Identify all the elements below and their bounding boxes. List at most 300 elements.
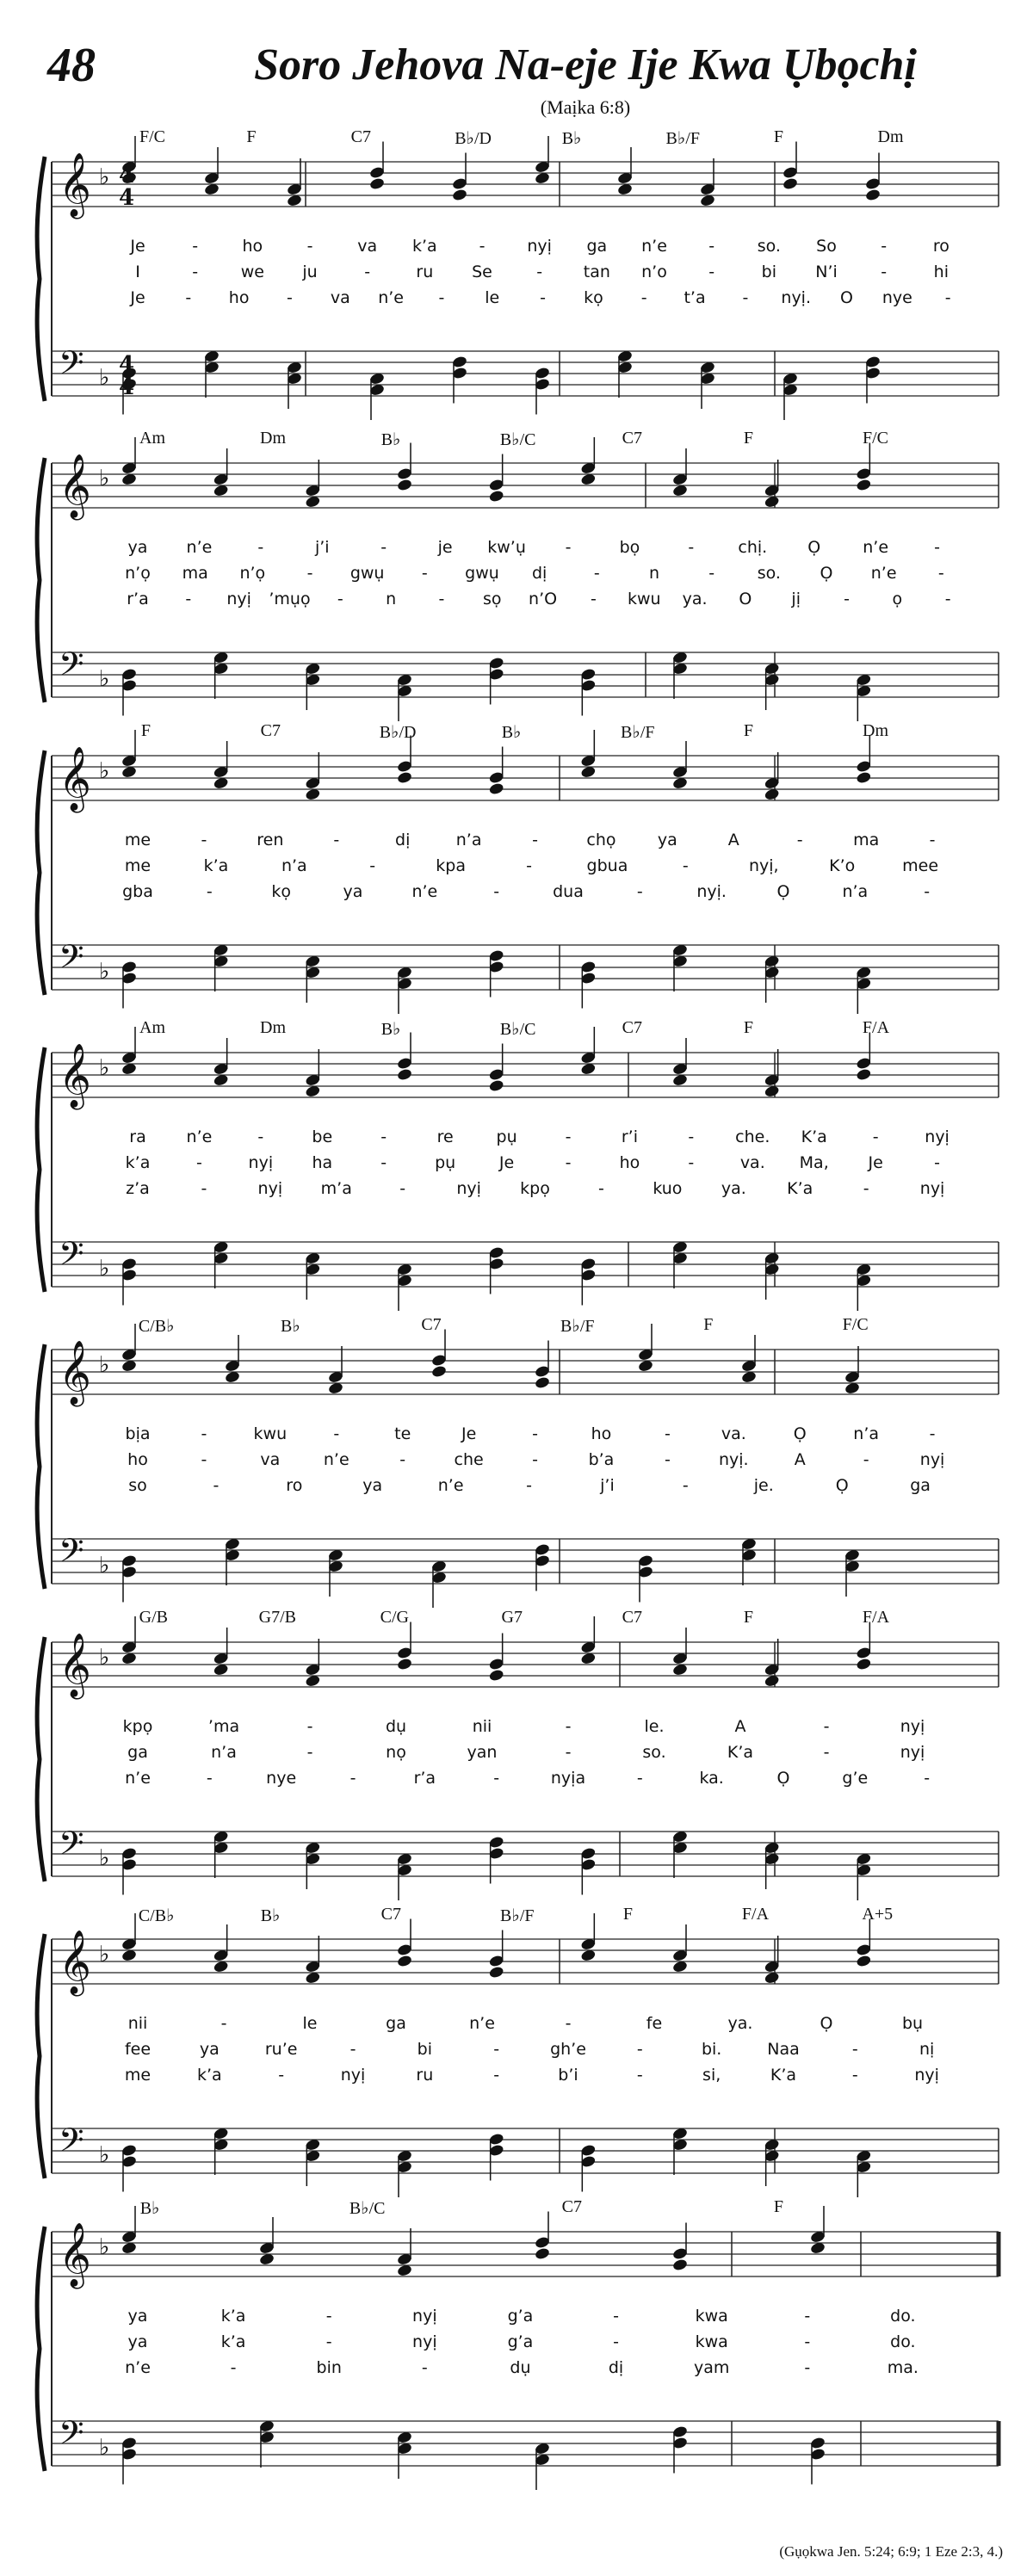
chord-symbol: B♭/F	[560, 1317, 595, 1336]
lyric-syllable: n’a	[281, 856, 307, 875]
lyric-syllable: -	[590, 590, 597, 608]
chord-symbol: F/C	[862, 429, 889, 448]
bass-clef-icon: 𝄢	[59, 1531, 84, 1578]
chord-symbol: C7	[622, 1018, 643, 1037]
chord-symbol: Dm	[863, 721, 888, 740]
lyric-syllable: -	[593, 564, 600, 583]
lyric-syllable: bụ	[901, 2014, 924, 2033]
lyric-syllable: -	[364, 263, 371, 281]
lyric-syllable: k’a	[196, 2066, 222, 2085]
lyric-syllable: nyị	[914, 2066, 939, 2085]
lyric-syllable: -	[185, 590, 192, 608]
lyric-verse-1	[0, 1424, 1033, 1447]
lyric-syllable: ga	[386, 2014, 406, 2033]
chord-symbol: F	[140, 721, 152, 740]
hymn-number: 48	[47, 39, 96, 92]
lyric-syllable: -	[536, 263, 543, 281]
lyric-syllable: le	[302, 2014, 318, 2033]
lyric-syllable: nyịa	[550, 1769, 586, 1788]
lyric-syllable: k’a	[411, 237, 437, 256]
note-head	[535, 1376, 551, 1390]
lyric-syllable: je	[437, 538, 453, 557]
treble-clef-icon: 𝄞	[59, 454, 91, 518]
note-head	[488, 490, 504, 503]
lyric-syllable: Je	[130, 237, 145, 256]
lyric-syllable: Ọ	[776, 1769, 790, 1788]
system-8	[0, 2199, 1033, 2535]
lyric-syllable: ya	[343, 882, 363, 901]
lyric-syllable: le	[485, 288, 500, 307]
note-head	[397, 479, 413, 492]
key-signature-flat-icon: ♭	[99, 959, 110, 985]
chord-symbol: F	[703, 1315, 714, 1334]
lyric-syllable: pụ	[435, 1153, 456, 1172]
lyric-syllable: -	[380, 538, 387, 557]
lyric-syllable: va	[260, 1450, 281, 1469]
lyric-syllable: -	[192, 237, 199, 256]
lyric-syllable: Je	[461, 1424, 477, 1443]
bass-clef-icon: 𝄢	[59, 1234, 84, 1281]
lyric-syllable: nyị.	[718, 1450, 749, 1469]
time-signature: 4	[119, 374, 135, 400]
lyric-syllable: -	[540, 288, 547, 307]
lyric-syllable: -	[844, 590, 850, 608]
chord-symbol: Dm	[877, 127, 904, 146]
lyric-syllable: -	[929, 831, 936, 849]
lyric-syllable: n’ọ	[125, 564, 151, 583]
lyric-syllable: ro	[932, 237, 949, 256]
lyric-syllable: Ọ	[776, 882, 790, 901]
lyric-syllable: n’e	[186, 538, 213, 557]
lyric-syllable: kwa	[695, 2307, 728, 2326]
lyric-syllable: va.	[739, 1153, 765, 1172]
chord-symbol: C7	[421, 1315, 442, 1334]
lyric-syllable: -	[688, 1153, 695, 1172]
lyric-syllable: -	[532, 1424, 538, 1443]
chord-symbol: B♭/D	[455, 129, 492, 148]
lyric-verse-1	[0, 2307, 1033, 2329]
lyric-syllable: -	[823, 1717, 830, 1736]
lyric-syllable: che	[454, 1450, 484, 1469]
lyric-syllable: kọ	[271, 882, 291, 901]
note-head	[397, 771, 413, 785]
lyric-verse-2	[0, 856, 1033, 879]
lyric-syllable: gbua	[586, 856, 628, 875]
note-head	[865, 188, 881, 202]
lyric-syllable: gwụ	[465, 564, 499, 583]
note-head	[488, 1079, 504, 1093]
lyric-syllable: -	[937, 564, 944, 583]
lyric-syllable: je.	[753, 1476, 774, 1495]
lyric-syllable: bi	[417, 2040, 432, 2059]
lyric-verse-3	[0, 288, 1033, 311]
note-head	[488, 1669, 504, 1683]
lyric-syllable: va	[357, 237, 378, 256]
lyric-syllable: ya.	[721, 1179, 746, 1198]
chord-symbol: F	[773, 2197, 784, 2216]
lyric-syllable: -	[682, 856, 689, 875]
lyric-syllable: -	[944, 288, 951, 307]
chord-symbol: Dm	[260, 1018, 286, 1037]
treble-clef-icon: 𝄞	[59, 1930, 91, 1994]
lyric-syllable: ru	[416, 2066, 434, 2085]
lyric-syllable: Je	[130, 288, 145, 307]
lyric-syllable: we	[240, 263, 264, 281]
bass-clef-icon: 𝄢	[59, 937, 84, 984]
lyric-syllable: bi	[761, 263, 776, 281]
note-head	[856, 1068, 872, 1082]
lyric-syllable: nọ	[386, 1743, 406, 1762]
lyric-syllable: Je	[868, 1153, 883, 1172]
lyric-syllable: nị	[919, 2040, 935, 2059]
lyric-syllable: -	[708, 564, 715, 583]
lyric-syllable: ga	[127, 1743, 148, 1762]
lyric-syllable: -	[708, 237, 715, 256]
lyric-syllable: chọ	[586, 831, 616, 849]
system-5	[0, 1317, 1033, 1652]
lyric-syllable: -	[438, 590, 445, 608]
lyric-syllable: -	[306, 1743, 313, 1762]
lyric-syllable: g’a	[507, 2307, 534, 2326]
lyric-syllable: K’a	[801, 1127, 827, 1146]
lyric-syllable: z’a	[126, 1179, 150, 1198]
lyric-syllable: chị.	[738, 538, 768, 557]
key-signature-flat-icon: ♭	[99, 1256, 110, 1282]
treble-clef-icon: 𝄞	[59, 153, 91, 217]
lyric-syllable: b’a	[588, 1450, 615, 1469]
lyric-syllable: -	[944, 590, 951, 608]
lyric-syllable: n’e	[186, 1127, 213, 1146]
chord-symbol: G/B	[139, 1608, 169, 1627]
lyric-syllable: fee	[124, 2040, 152, 2059]
lyric-syllable: bin	[316, 2358, 342, 2377]
lyric-syllable: -	[565, 1717, 572, 1736]
note-head	[488, 1966, 504, 1980]
lyric-verse-3	[0, 1769, 1033, 1791]
lyric-syllable: g’e	[842, 1769, 869, 1788]
chord-symbol: F	[743, 1608, 754, 1627]
lyric-syllable: me	[124, 831, 152, 849]
lyric-verse-3	[0, 882, 1033, 905]
lyric-syllable: So	[816, 237, 837, 256]
lyric-syllable: ru	[416, 263, 434, 281]
lyric-syllable: j’i	[600, 1476, 615, 1495]
treble-clef-icon: 𝄞	[59, 747, 91, 811]
lyric-syllable: nyị	[925, 1127, 949, 1146]
lyric-syllable: gwụ	[349, 564, 385, 583]
key-signature-flat-icon: ♭	[99, 1645, 110, 1671]
key-signature-flat-icon: ♭	[99, 1055, 110, 1081]
lyric-syllable: -	[380, 1127, 387, 1146]
lyric-syllable: ho	[242, 237, 263, 256]
chord-symbol: F	[622, 1905, 634, 1924]
note-head	[369, 177, 386, 191]
chord-symbol: Dm	[260, 429, 286, 448]
lyric-verse-1	[0, 1127, 1033, 1150]
chord-symbol: C/B♭	[138, 1317, 175, 1336]
lyric-syllable: n’e	[125, 1769, 151, 1788]
treble-clef-icon: 𝄞	[59, 1341, 91, 1405]
lyric-syllable: va.	[721, 1424, 746, 1443]
lyric-syllable: ya	[199, 2040, 220, 2059]
time-signature: 4	[119, 352, 135, 378]
lyric-syllable: -	[421, 564, 428, 583]
system-3	[0, 723, 1033, 1059]
lyric-syllable: ọ	[892, 590, 903, 608]
lyric-syllable: k’a	[125, 1153, 151, 1172]
lyric-syllable: n’ọ	[239, 564, 266, 583]
lyric-syllable: kpọ	[520, 1179, 550, 1198]
lyric-syllable: ga	[910, 1476, 931, 1495]
lyric-syllable: n’e	[641, 237, 667, 256]
chord-symbol: F	[246, 127, 257, 146]
lyric-syllable: -	[526, 856, 532, 875]
lyric-verse-1	[0, 538, 1033, 560]
lyric-syllable: -	[230, 2358, 237, 2377]
note-head	[397, 1955, 413, 1968]
lyric-syllable: -	[201, 1450, 207, 1469]
lyric-syllable: ren	[257, 831, 284, 849]
key-signature-flat-icon: ♭	[99, 164, 110, 190]
lyric-syllable: n’a	[211, 1743, 237, 1762]
lyric-syllable: -	[421, 2358, 428, 2377]
lyric-syllable: k’a	[220, 2332, 246, 2351]
note-head	[856, 1658, 872, 1671]
lyric-syllable: -	[664, 1450, 671, 1469]
lyric-syllable: r’a	[413, 1769, 436, 1788]
lyric-syllable: kuo	[653, 1179, 683, 1198]
lyric-verse-1	[0, 831, 1033, 853]
lyric-syllable: -	[195, 1153, 202, 1172]
lyric-syllable: -	[337, 590, 343, 608]
chord-symbol: B♭	[561, 129, 582, 148]
note-head	[782, 177, 799, 191]
lyric-syllable: bọ	[619, 538, 640, 557]
note-head	[856, 771, 872, 785]
lyric-syllable: ho	[591, 1424, 612, 1443]
chord-symbol: B♭/C	[349, 2199, 386, 2218]
lyric-syllable: -	[306, 237, 313, 256]
lyric-syllable: n’e	[323, 1450, 349, 1469]
lyric-verse-2	[0, 263, 1033, 285]
lyric-syllable: -	[636, 1769, 643, 1788]
chord-symbol: B♭/F	[665, 129, 701, 148]
lyric-syllable: n’a	[853, 1424, 880, 1443]
lyric-syllable: -	[213, 1476, 220, 1495]
lyric-syllable: ya	[127, 538, 148, 557]
lyric-syllable: nyị	[248, 1153, 274, 1172]
lyric-syllable: -	[636, 882, 643, 901]
chord-symbol: B♭	[380, 1020, 401, 1039]
chord-symbol: B♭	[281, 1317, 300, 1336]
lyric-verse-2	[0, 1450, 1033, 1473]
lyric-syllable: -	[565, 1743, 572, 1762]
lyric-syllable: -	[185, 288, 192, 307]
key-signature-flat-icon: ♭	[99, 2234, 110, 2260]
lyric-syllable: dị	[608, 2358, 624, 2377]
lyric-syllable: nyị	[257, 1179, 283, 1198]
lyric-verse-3	[0, 590, 1033, 612]
lyric-syllable: -	[493, 2040, 500, 2059]
system-2	[0, 430, 1033, 766]
lyric-syllable: sọ	[482, 590, 502, 608]
lyric-syllable: so.	[642, 1743, 666, 1762]
lyric-syllable: -	[929, 1424, 936, 1443]
lyric-syllable: -	[924, 882, 931, 901]
lyric-syllable: gba	[122, 882, 153, 901]
lyric-syllable: nyị	[340, 2066, 366, 2085]
lyric-syllable: mee	[902, 856, 939, 875]
time-signature: 4	[119, 163, 135, 188]
lyric-syllable: -	[532, 1450, 538, 1469]
lyric-syllable: hi	[933, 263, 949, 281]
chord-symbol: Am	[139, 429, 165, 448]
lyric-syllable: r’a	[127, 590, 149, 608]
lyric-syllable: j’i	[314, 538, 330, 557]
lyric-syllable: nye	[266, 1769, 297, 1788]
chord-symbol: F/C	[139, 127, 166, 146]
lyric-syllable: ma	[853, 831, 880, 849]
lyric-syllable: Ọ	[807, 538, 821, 557]
lyric-syllable: ru’e	[264, 2040, 298, 2059]
note-head	[856, 479, 872, 492]
lyric-syllable: k’a	[220, 2307, 246, 2326]
lyric-syllable: me	[124, 2066, 152, 2085]
lyric-syllable: yan	[467, 1743, 498, 1762]
note-head	[535, 2247, 551, 2261]
lyric-syllable: -	[565, 538, 572, 557]
key-signature-flat-icon: ♭	[99, 2142, 110, 2168]
chord-symbol: F/A	[741, 1905, 770, 1924]
lyric-syllable: t’a	[684, 288, 706, 307]
lyric-syllable: ’mụọ	[269, 590, 311, 608]
lyric-syllable: bi.	[701, 2040, 722, 2059]
lyric-syllable: -	[206, 882, 213, 901]
lyric-syllable: ga	[586, 237, 608, 256]
lyric-syllable: Naa	[767, 2040, 800, 2059]
lyric-syllable: -	[863, 1450, 869, 1469]
lyric-syllable: n’a	[455, 831, 482, 849]
lyric-syllable: do.	[890, 2307, 916, 2326]
lyric-syllable: si,	[702, 2066, 721, 2085]
lyric-syllable: -	[664, 1424, 671, 1443]
lyric-syllable: yam	[693, 2358, 730, 2377]
chord-symbol: F/C	[842, 1315, 869, 1334]
scripture-reference: (Maịka 6:8)	[540, 96, 631, 118]
lyric-syllable: b’i	[558, 2066, 578, 2085]
bass-clef-icon: 𝄢	[59, 343, 84, 390]
lyric-syllable: -	[851, 2066, 858, 2085]
lyric-syllable: n’a	[842, 882, 869, 901]
key-signature-flat-icon: ♭	[99, 365, 110, 391]
chord-symbol: F	[773, 127, 784, 146]
chord-symbol: C7	[622, 1608, 643, 1627]
lyric-syllable: n’e	[437, 1476, 464, 1495]
lyric-syllable: nyị	[226, 590, 251, 608]
lyric-syllable: fe	[646, 2014, 663, 2033]
chord-symbol: B♭/C	[499, 1020, 536, 1039]
lyric-syllable: so.	[757, 237, 781, 256]
chord-symbol: C7	[260, 721, 281, 740]
lyric-syllable: -	[479, 237, 486, 256]
lyric-syllable: nyị.	[696, 882, 727, 901]
lyric-syllable: -	[934, 538, 940, 557]
lyric-syllable: ’ma	[207, 1717, 240, 1736]
chord-symbol: G7/B	[258, 1608, 297, 1627]
chord-symbol: B♭	[380, 430, 401, 449]
lyric-syllable: -	[565, 1153, 572, 1172]
lyric-syllable: -	[325, 2307, 332, 2326]
lyric-syllable: -	[526, 1476, 532, 1495]
chord-symbol: Am	[139, 1018, 165, 1037]
lyric-syllable: -	[708, 263, 715, 281]
lyric-syllable: ya	[127, 2307, 148, 2326]
chord-symbol: B♭/F	[621, 723, 655, 742]
chord-symbol: C/G	[380, 1608, 410, 1627]
lyric-syllable: k’a	[203, 856, 229, 875]
treble-clef-icon: 𝄞	[59, 1634, 91, 1697]
lyric-syllable: -	[369, 856, 376, 875]
lyric-syllable: Ọ	[820, 2014, 833, 2033]
lyric-syllable: -	[881, 263, 888, 281]
lyric-syllable: Je	[498, 1153, 515, 1172]
note-head	[672, 2258, 689, 2272]
lyric-syllable: dụ	[385, 1717, 407, 1736]
lyric-syllable: -	[325, 2332, 332, 2351]
lyric-syllable: -	[532, 831, 538, 849]
lyric-syllable: -	[257, 1127, 264, 1146]
lyric-syllable: -	[206, 1769, 213, 1788]
lyric-syllable: m’a	[320, 1179, 352, 1198]
lyric-syllable: -	[493, 882, 500, 901]
system-4	[0, 1020, 1033, 1356]
lyric-syllable: re	[436, 1127, 454, 1146]
chord-symbol: C7	[350, 127, 372, 146]
lyric-syllable: n’e	[469, 2014, 495, 2033]
lyric-syllable: jị	[791, 590, 801, 608]
lyric-syllable: n	[648, 564, 660, 583]
lyric-syllable: -	[688, 538, 695, 557]
lyric-syllable: kpa	[436, 856, 466, 875]
lyric-syllable: -	[851, 2040, 858, 2059]
lyric-syllable: O	[840, 288, 853, 307]
lyric-syllable: -	[192, 263, 199, 281]
lyric-syllable: -	[640, 288, 647, 307]
lyric-syllable: ho	[127, 1450, 148, 1469]
note-head	[431, 1365, 448, 1379]
lyric-syllable: -	[934, 1153, 940, 1172]
key-signature-flat-icon: ♭	[99, 466, 110, 491]
chord-symbol: F	[743, 1018, 754, 1037]
lyric-syllable: -	[399, 1179, 406, 1198]
lyric-syllable: n’o	[641, 263, 667, 281]
lyric-syllable: -	[287, 288, 293, 307]
lyric-syllable: kw’ụ	[487, 538, 526, 557]
lyric-syllable: -	[688, 1127, 695, 1146]
lyric-syllable: ho	[228, 288, 250, 307]
lyric-syllable: -	[380, 1153, 387, 1172]
key-signature-flat-icon: ♭	[99, 1845, 110, 1871]
chord-symbol: C/B♭	[138, 1906, 175, 1925]
lyric-syllable: g’a	[507, 2332, 534, 2351]
lyric-syllable: -	[349, 2040, 356, 2059]
lyric-syllable: ho	[619, 1153, 640, 1172]
lyric-syllable: -	[804, 2307, 811, 2326]
lyric-syllable: tan	[583, 263, 610, 281]
lyric-syllable: I	[135, 263, 140, 281]
lyric-syllable: r’i	[621, 1127, 638, 1146]
key-signature-flat-icon: ♭	[99, 758, 110, 784]
